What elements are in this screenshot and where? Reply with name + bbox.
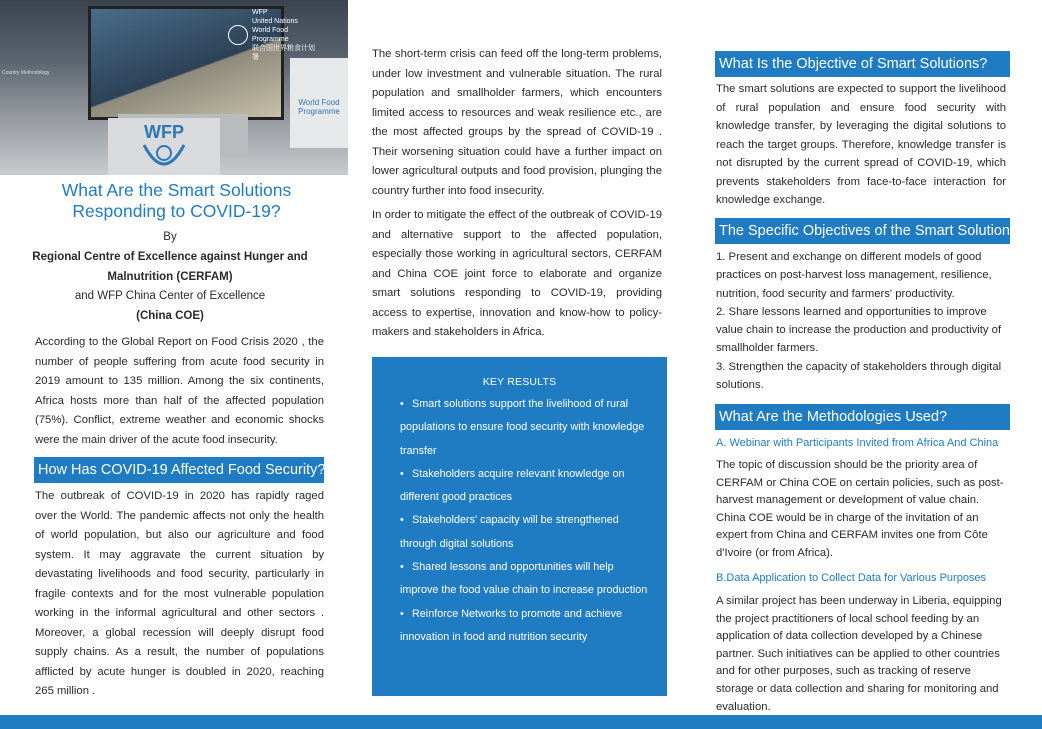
objective-paragraph: The smart solutions are expected to support the livelihood of rural population and ensure food security with knowledge transfer, by leveraging the digital solutions to reach the target groups. Therefore, knowledge transfer is not disrupted by the current spread of COVID-19, which prevents stakeholders from face-to-face interaction for knowledge exchange.: [716, 83, 1006, 206]
bullet-icon: •: [400, 561, 404, 574]
logo-line-1: WFP: [252, 9, 268, 16]
logo-line-3: World Food Programme: [252, 27, 289, 43]
intro-paragraph: According to the Global Report on Food Crisis 2020 , the number of people suffering from acute food security in 2019 amount to 135 million. Among the six continents, Africa hosts more than half of the affected population (75%). Conflict, extreme weather and economic shocks were the main driver of the acute food insecurity.: [35, 336, 324, 446]
methodologies-heading: What Are the Methodologies Used?: [715, 404, 1010, 430]
wfp-logo: [228, 9, 318, 61]
header-photo: [0, 0, 348, 175]
key-result-item: [400, 556, 649, 603]
method-a-heading: A. Webinar with Participants Invited from Africa And China: [716, 437, 999, 449]
wheat-emblem-icon: [139, 143, 189, 173]
wfp-banner: [290, 58, 348, 148]
key-result-text: Stakeholders acquire relevant knowledge on different good practices: [400, 467, 625, 504]
footer-bar: [0, 715, 1042, 729]
logo-line-2: United Nations: [252, 18, 298, 25]
bullet-icon: •: [400, 467, 404, 480]
key-result-item: [400, 463, 649, 510]
key-result-item: [400, 603, 649, 650]
wfp-board: [108, 118, 220, 175]
org-line-2: Malnutrition (CERFAM): [107, 270, 233, 283]
org-line-4: (China COE): [136, 309, 204, 322]
key-result-text: Shared lessons and opportunities will help improve the food value chain to increase production: [400, 561, 648, 597]
page-title: What Are the Smart Solutions Responding to COVID-19?: [61, 180, 292, 221]
key-results-title: KEY RESULTS: [482, 376, 557, 388]
key-result-item: [400, 509, 649, 556]
covid-impact-paragraph: The outbreak of COVID-19 in 2020 has rapidly raged over the World. The pandemic affects not only the health of world population, but also our agriculture and food system. It may aggravate the current situation by devastating livelihoods and food security, particularly in fragile contexts and for the most vulnerable population working in the informal agricultural and other sectors . Moreover, a global recession will deeply disrupt food supply chains. As a result, the number of populations afflicted by acute hunger is doubled in 2020, reaching 265 million .: [35, 490, 324, 697]
method-b-heading: B.Data Application to Collect Data for Various Purposes: [716, 572, 987, 584]
bullet-icon: •: [400, 514, 404, 527]
org-line-1: Regional Centre of Excellence against Hunger and: [32, 251, 308, 263]
banner-text-2: Programme: [298, 107, 340, 116]
organizations: [14, 248, 326, 326]
method-a-paragraph: The topic of discussion should be the priority area of CERFAM or China COE on certain policies, such as post-harvest management or development of value chain. China COE would be in charge of the invitation of an expert from China and CERFAM invites one from Côte d'Ivoire (or from Africa).: [716, 459, 1004, 559]
wfp-emblem-icon: [228, 25, 248, 45]
by-label: By: [163, 231, 177, 243]
key-results-list: [372, 393, 667, 649]
objective-item-1: 1. Present and exchange on different models of good practices on post-harvest loss management, resilience, nutrition, food security and farmers' productivity.: [716, 251, 992, 300]
bullet-icon: •: [400, 607, 404, 620]
banner-text-1: World Food: [298, 98, 340, 107]
method-b-paragraph: A similar project has been underway in Liberia, equipping the project practitioners of local school feeding by an application of data collection developed by a Chinese partner. Such initiatives can be applied to other countries and for other purposes, such as tracking of reserve storage or data collection and sharing for monitoring and evaluation.: [716, 595, 1002, 713]
objective-item-3: 3. Strengthen the capacity of stakeholders through digital solutions.: [716, 360, 1002, 392]
key-result-text: Smart solutions support the livelihood of rural populations to ensure food security with knowledge transfer: [400, 398, 645, 457]
covid-impact-heading: How Has COVID-19 Affected Food Security?: [34, 457, 324, 483]
key-result-text: Stakeholders' capacity will be strengthened through digital solutions: [400, 514, 619, 550]
logo-line-4: 联合国世界粮食计划署: [252, 45, 315, 61]
objective-item-2: 2. Share lessons learned and opportunities to improve value chain to increase the production and productivity of smallholder farmers.: [716, 305, 1002, 355]
objective-heading: What Is the Objective of Smart Solutions?: [715, 51, 1010, 77]
board-text: WFP: [144, 122, 184, 142]
specific-objectives-heading: The Specific Objectives of the Smart Solutions:: [715, 218, 1010, 244]
mitigation-paragraph: In order to mitigate the effect of the outbreak of COVID-19 and alternative support to the affected population, especially those working in agricultural sectors, CERFAM and China COE joint force to elaborate and organize smart solutions responding to COVID-19, providing access to expertise, innovation and know-how to policy-makers and stakeholders in Africa.: [372, 209, 662, 338]
key-result-item: [400, 393, 649, 463]
specific-objectives-list: [716, 248, 1006, 394]
key-results-box: [372, 357, 667, 696]
photo-caption-text: Country Methodology: [2, 70, 50, 76]
key-result-text: Reinforce Networks to promote and achieve innovation in food and nutrition security: [400, 607, 623, 643]
bullet-icon: •: [400, 398, 404, 410]
crisis-paragraph: The short-term crisis can feed off the long-term problems, under low investment and vulnerable situation. The rural population and smallholder farmers, which encounters limited access to resources and weak resilience etc., are the most affected groups by the spread of COVID-19 . Their worsening situation could have a further impact on lower agricultural outputs and food provision, plunging the country further into food insecurity.: [372, 48, 662, 197]
org-line-3: and WFP China Center of Excellence: [74, 290, 266, 302]
